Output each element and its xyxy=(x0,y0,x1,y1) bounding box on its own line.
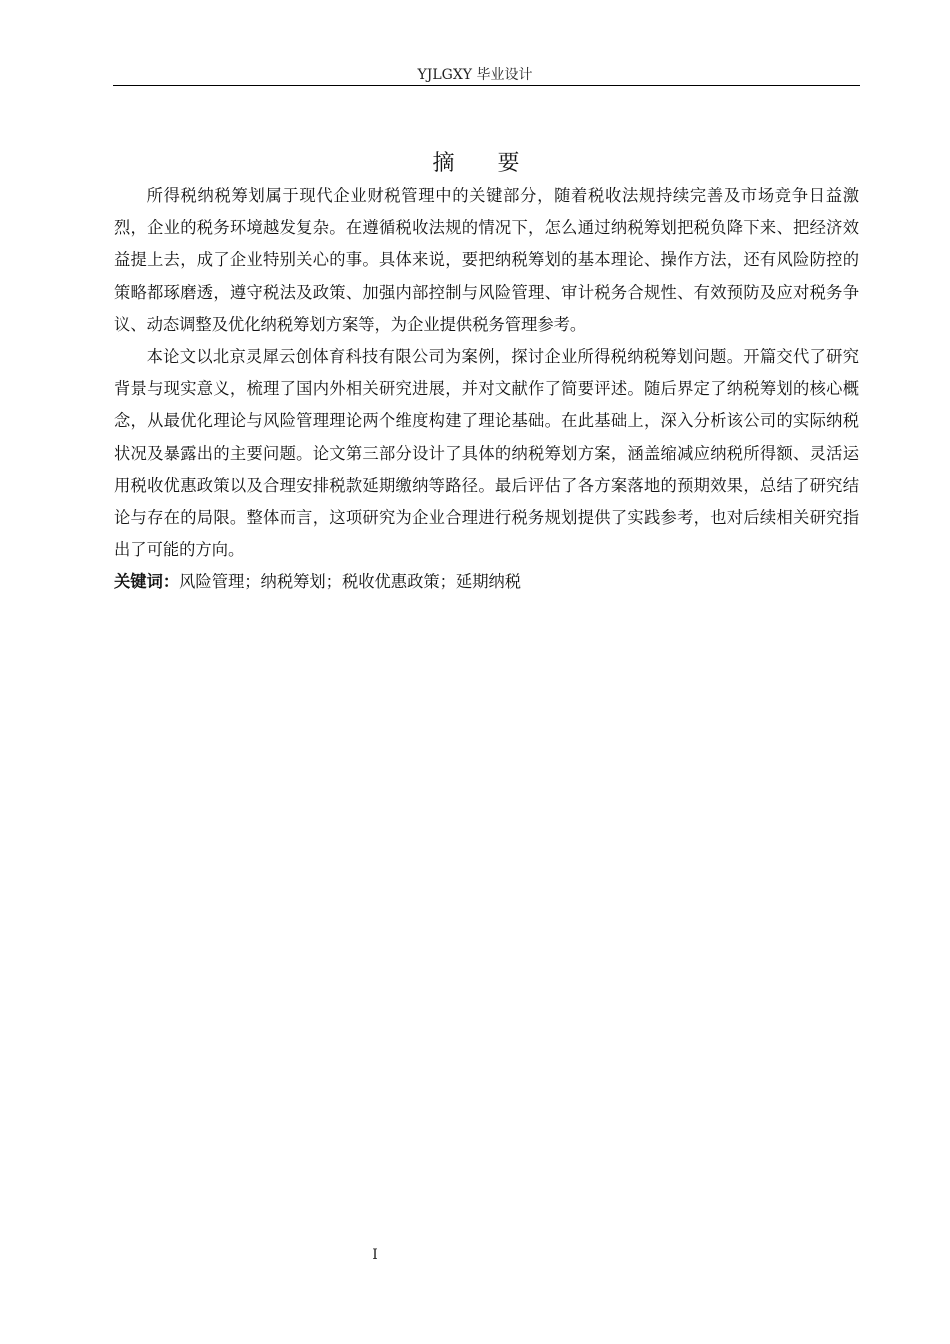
keywords-label: 关键词： xyxy=(114,572,180,592)
abstract-body xyxy=(114,180,859,599)
keywords-line xyxy=(114,566,859,598)
abstract-title: 摘 要 xyxy=(432,151,538,176)
page-header: YJLGXY 毕业设计 xyxy=(417,67,533,83)
keywords-list: 风险管理；纳税筹划；税收优惠政策；延期纳税 xyxy=(179,572,522,592)
abstract-paragraph-1: 所得税纳税筹划属于现代企业财税管理中的关键部分，随着税收法规持续完善及市场竞争日益激烈，企业的税务环境越发复杂。在遵循税收法规的情况下，怎么通过纳税筹划把税负降下来、把经济效益提上去，成了企业特别关心的事。具体来说，要把纳税筹划的基本理论、操作方法，还有风险防控的策略都琢磨透，遵守税法及政策、加强内部控制与风险管理、审计税务合规性、有效预防及应对税务争议、动态调整及优化纳税筹划方案等，为企业提供税务管理参考。 xyxy=(114,186,859,334)
page-number: I xyxy=(372,1247,378,1263)
header-divider xyxy=(113,85,860,86)
abstract-paragraph-2: 本论文以北京灵犀云创体育科技有限公司为案例，探讨企业所得税纳税筹划问题。开篇交代了研究背景与现实意义，梳理了国内外相关研究进展，并对文献作了简要评述。随后界定了纳税筹划的核心概念，从最优化理论与风险管理理论两个维度构建了理论基础。在此基础上，深入分析该公司的实际纳税状况及暴露出的主要问题。论文第三部分设计了具体的纳税筹划方案，涵盖缩减应纳税所得额、灵活运用税收优惠政策以及合理安排税款延期缴纳等路径。最后评估了各方案落地的预期效果，总结了研究结论与存在的局限。整体而言，这项研究为企业合理进行税务规划提供了实践参考，也对后续相关研究指出了可能的方向。 xyxy=(114,347,859,560)
